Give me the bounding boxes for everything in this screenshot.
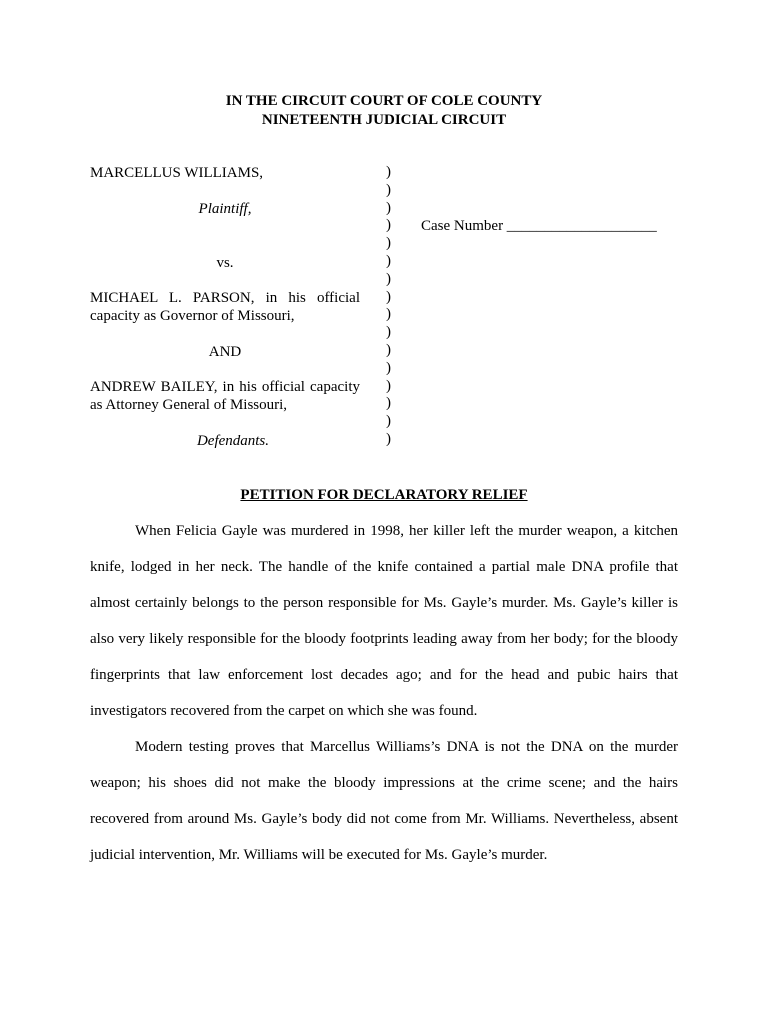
conjunction-label: AND	[208, 344, 242, 360]
caption-paren: )	[386, 377, 391, 394]
case-number-label: Case Number ____________________	[421, 218, 657, 234]
caption-paren-column	[386, 164, 391, 449]
plaintiff-name: MARCELLUS WILLIAMS,	[90, 165, 264, 181]
petition-title: PETITION FOR DECLARATORY RELIEF	[240, 487, 528, 503]
defendant-role: Defendants.	[196, 433, 270, 449]
caption-paren: )	[386, 288, 391, 305]
plaintiff-role: Plaintiff,	[198, 201, 252, 217]
caption-paren: )	[386, 270, 391, 287]
caption-paren: )	[386, 395, 391, 412]
caption-paren: )	[386, 164, 391, 180]
body-paragraph: When Felicia Gayle was murdered in 1998, her killer left the murder weapon, a kitchen knife, lodged in her neck. The handle of the knife contained a partial male DNA profile that almost certainly belongs to the person responsible for Ms. Gayle’s murder. Ms. Gayle’s killer is also very likely responsible for the bloody footprints leading away from her body; for the bloody fingerprints that law enforcement lost decades ago; and for the head and pubic hairs that investigators recovered from the carpet on which she was found.	[90, 523, 678, 719]
caption-paren: )	[386, 359, 391, 376]
caption-paren: )	[386, 199, 391, 216]
versus-label: vs.	[216, 255, 234, 271]
body-paragraph: Modern testing proves that Marcellus Williams’s DNA is not the DNA on the murder weapon; his shoes did not make the bloody impressions at the crime scene; and the hairs recovered from around Ms. Gayle’s body did not come from Mr. Williams. Nevertheless, absent judicial intervention, Mr. Williams will be executed for Ms. Gayle’s murder.	[90, 739, 678, 863]
caption-paren: )	[386, 306, 391, 323]
caption-paren: )	[386, 413, 391, 430]
caption-paren: )	[386, 430, 391, 447]
defendant2-line1: ANDREW BAILEY, in his official capacity	[90, 379, 360, 395]
defendant2-line2: as Attorney General of Missouri,	[90, 397, 288, 413]
court-header	[0, 92, 768, 130]
judicial-circuit: NINETEENTH JUDICIAL CIRCUIT	[261, 112, 507, 128]
defendant1-line1: MICHAEL L. PARSON, in his official	[90, 290, 360, 306]
defendant1-line2: capacity as Governor of Missouri,	[90, 308, 295, 324]
caption-paren: )	[386, 252, 391, 269]
caption-paren: )	[386, 341, 391, 358]
court-name: IN THE CIRCUIT COURT OF COLE COUNTY	[225, 93, 543, 109]
caption-paren: )	[386, 217, 391, 234]
caption-paren: )	[386, 235, 391, 252]
caption-paren: )	[386, 181, 391, 198]
caption-paren: )	[386, 324, 391, 341]
